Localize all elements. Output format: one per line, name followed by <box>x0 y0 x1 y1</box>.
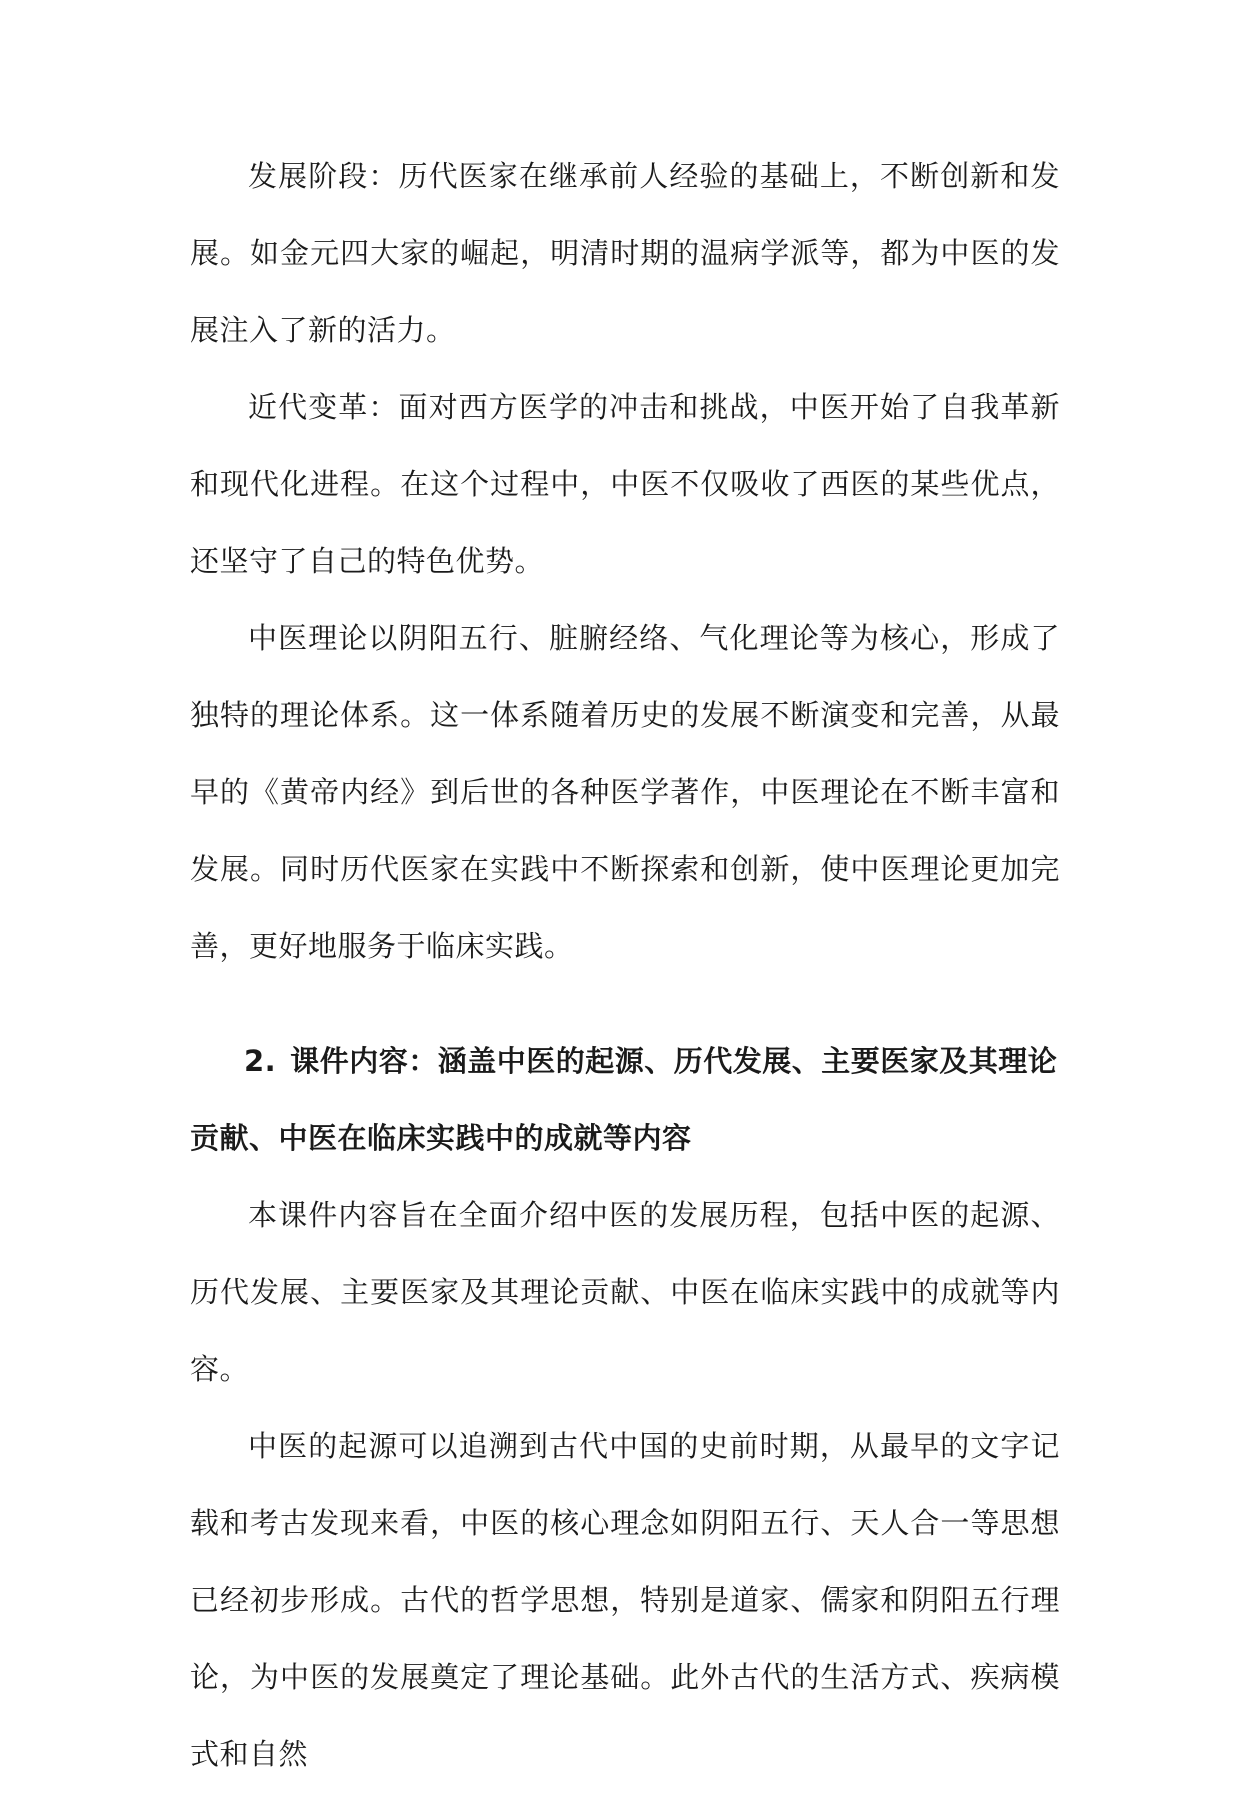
paragraph-courseware-intro: 本课件内容旨在全面介绍中医的发展历程，包括中医的起源、历代发展、主要医家及其理论贡献、中医在临床实践中的成就等内容。 <box>190 1198 1060 1386</box>
document-page <box>190 138 1060 1793</box>
paragraph-theory-system: 中医理论以阴阳五行、脏腑经络、气化理论等为核心，形成了独特的理论体系。这一体系随着历史的发展不断演变和完善，从最早的《黄帝内经》到后世的各种医学著作，中医理论在不断丰富和发展。同时历代医家在实践中不断探索和创新，使中医理论更加完善，更好地服务于临床实践。 <box>190 621 1060 963</box>
section-heading <box>190 1023 1060 1177</box>
section-title: 课件内容：涵盖中医的起源、历代发展、主要医家及其理论贡献、中医在临床实践中的成就等内容 <box>190 1044 1058 1155</box>
paragraph-origin: 中医的起源可以追溯到古代中国的史前时期，从最早的文字记载和考古发现来看，中医的核心理念如阴阳五行、天人合一等思想已经初步形成。古代的哲学思想，特别是道家、儒家和阴阳五行理论，为中医的发展奠定了理论基础。此外古代的生活方式、疾病模式和自然 <box>190 1429 1060 1771</box>
section-number: 2. <box>244 1044 277 1078</box>
paragraph-modern-reform: 近代变革：面对西方医学的冲击和挑战，中医开始了自我革新和现代化进程。在这个过程中，中医不仅吸收了西医的某些优点，还坚守了自己的特色优势。 <box>190 390 1060 578</box>
paragraph-development-stage: 发展阶段：历代医家在继承前人经验的基础上，不断创新和发展。如金元四大家的崛起，明清时期的温病学派等，都为中医的发展注入了新的活力。 <box>190 159 1060 347</box>
